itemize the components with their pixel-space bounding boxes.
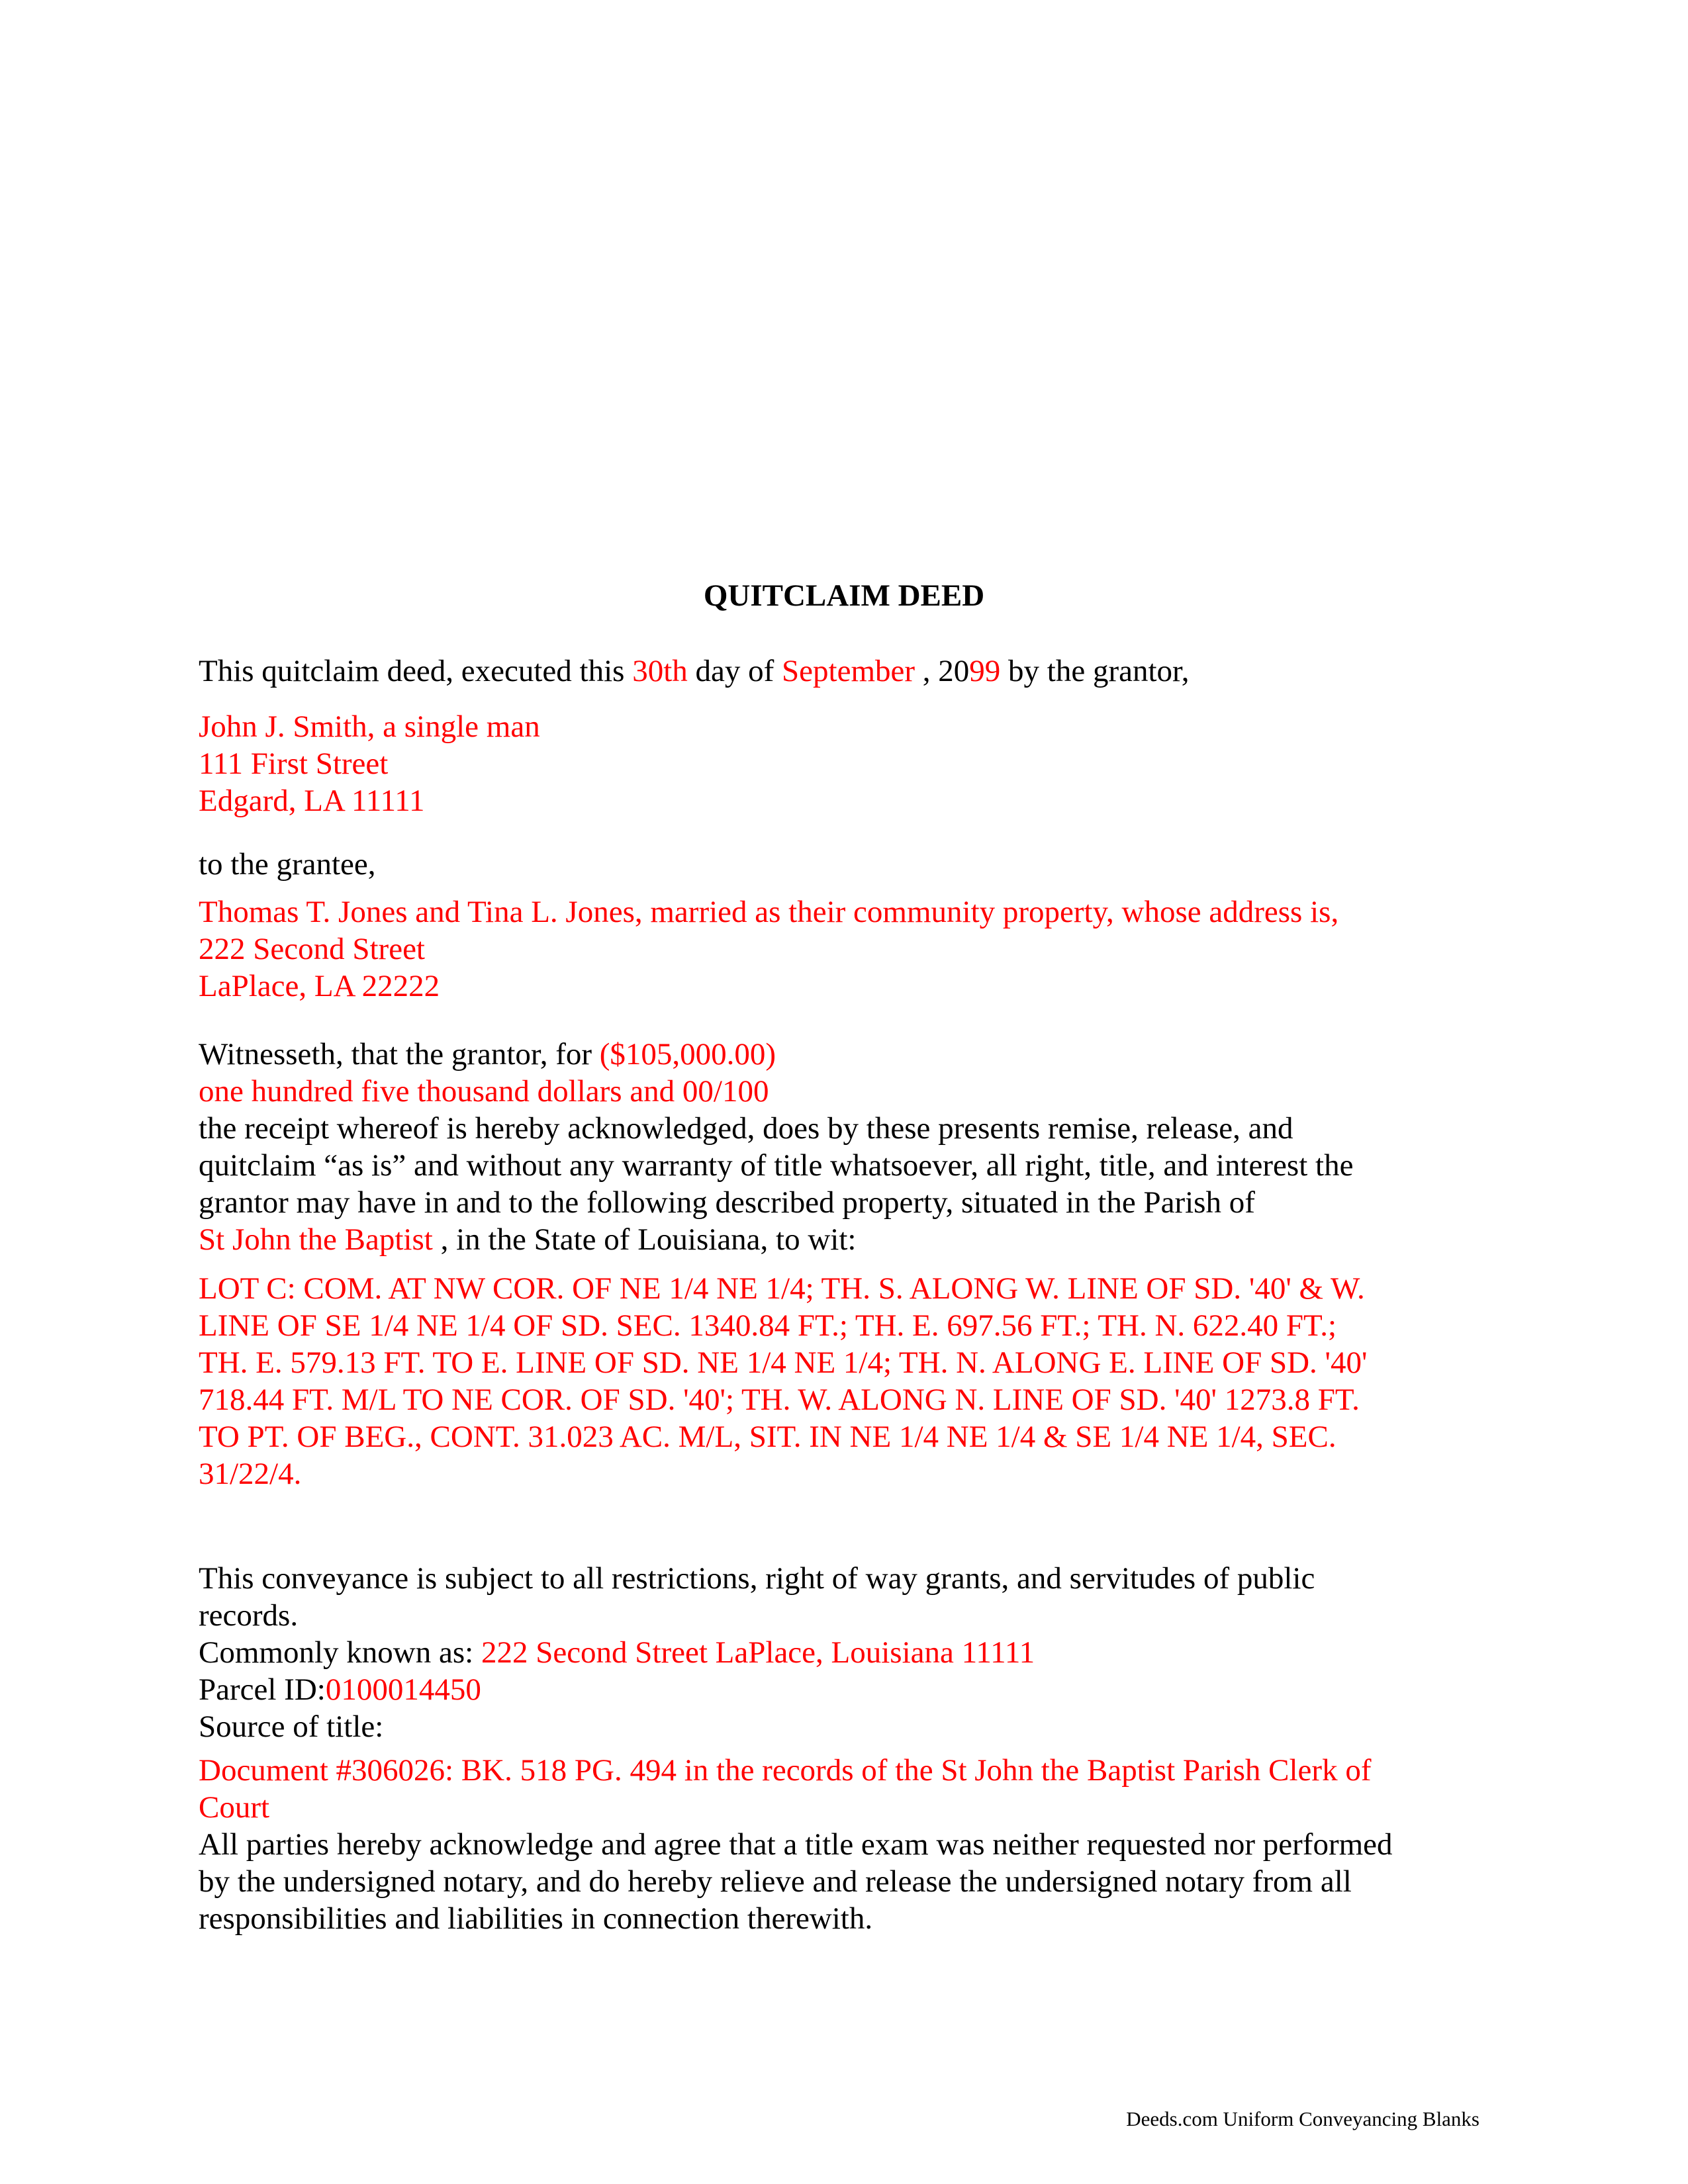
page-footer: Deeds.com Uniform Conveyancing Blanks [1126, 2107, 1479, 2130]
execution-year-suffix: 99 [969, 654, 1001, 688]
grantor-street: 111 First Street [199, 747, 389, 781]
execution-line [199, 653, 1190, 690]
body-line: the receipt whereof is hereby acknowledged, does by these presents remise, release, and [199, 1111, 1293, 1146]
document-title: QUITCLAIM DEED [703, 578, 985, 613]
to-grantee-label: to the grantee, [199, 847, 376, 882]
execution-suffix: by the grantor, [1008, 654, 1190, 688]
parish-name: St John the Baptist [199, 1222, 433, 1257]
legal-description-line: TH. E. 579.13 FT. TO E. LINE OF SD. NE 1/4 NE 1/4; TH. N. ALONG E. LINE OF SD. '40' [199, 1345, 1368, 1380]
grantee-city: LaPlace, LA 22222 [199, 969, 440, 1003]
legal-description-line: 31/22/4. [199, 1457, 302, 1491]
conveyance-line: records. [199, 1598, 299, 1633]
acknowledgment-line: by the undersigned notary, and do hereby relieve and release the undersigned notary from all [199, 1864, 1352, 1899]
execution-day-of: day of [695, 654, 774, 688]
execution-day: 30th [632, 654, 688, 688]
source-of-title-line: Document #306026: BK. 518 PG. 494 in the records of the St John the Baptist Parish Clerk of [199, 1753, 1372, 1788]
source-of-title-line: Court [199, 1790, 270, 1825]
commonly-known-value: 222 Second Street LaPlace, Louisiana 11111 [481, 1635, 1035, 1670]
legal-description-line: 718.44 FT. M/L TO NE COR. OF SD. '40'; TH. W. ALONG N. LINE OF SD. '40' 1273.8 FT. [199, 1383, 1360, 1417]
body-line: quitclaim “as is” and without any warranty of title whatsoever, all right, title, and interest the [199, 1148, 1354, 1183]
consideration-prefix: Witnesseth, that the grantor, for [199, 1037, 592, 1071]
body-line: grantor may have in and to the following described property, situated in the Parish of [199, 1185, 1255, 1220]
execution-prefix: This quitclaim deed, executed this [199, 654, 625, 688]
legal-description-line: LINE OF SE 1/4 NE 1/4 OF SD. SEC. 1340.84 FT.; TH. E. 697.56 FT.; TH. N. 622.40 FT.; [199, 1308, 1337, 1343]
consideration-line [199, 1036, 776, 1073]
parish-line [199, 1221, 856, 1258]
grantee-street: 222 Second Street [199, 932, 425, 966]
execution-year-prefix: , 20 [922, 654, 970, 688]
source-of-title-label: Source of title: [199, 1709, 384, 1744]
consideration-amount: ($105,000.00) [599, 1037, 776, 1071]
parish-suffix: , in the State of Louisiana, to wit: [440, 1222, 857, 1257]
grantor-name: John J. Smith, a single man [199, 709, 540, 744]
commonly-known-label: Commonly known as: [199, 1635, 474, 1670]
acknowledgment-line: All parties hereby acknowledge and agree that a title exam was neither requested nor performed [199, 1827, 1393, 1862]
legal-description-line: LOT C: COM. AT NW COR. OF NE 1/4 NE 1/4; TH. S. ALONG W. LINE OF SD. '40' & W. [199, 1271, 1365, 1306]
grantee-name: Thomas T. Jones and Tina L. Jones, married as their community property, whose address is, [199, 895, 1339, 929]
parcel-line [199, 1671, 481, 1708]
execution-month: September [782, 654, 915, 688]
acknowledgment-line: responsibilities and liabilities in connection therewith. [199, 1901, 873, 1936]
parcel-label: Parcel ID: [199, 1672, 326, 1707]
parcel-value: 0100014450 [325, 1672, 481, 1707]
consideration-amount-words: one hundred five thousand dollars and 00/100 [199, 1074, 769, 1109]
conveyance-line: This conveyance is subject to all restrictions, right of way grants, and servitudes of public [199, 1561, 1315, 1596]
legal-description-line: TO PT. OF BEG., CONT. 31.023 AC. M/L, SIT. IN NE 1/4 NE 1/4 & SE 1/4 NE 1/4, SEC. [199, 1420, 1336, 1454]
commonly-known-line [199, 1634, 1035, 1671]
grantor-city: Edgard, LA 11111 [199, 784, 425, 818]
